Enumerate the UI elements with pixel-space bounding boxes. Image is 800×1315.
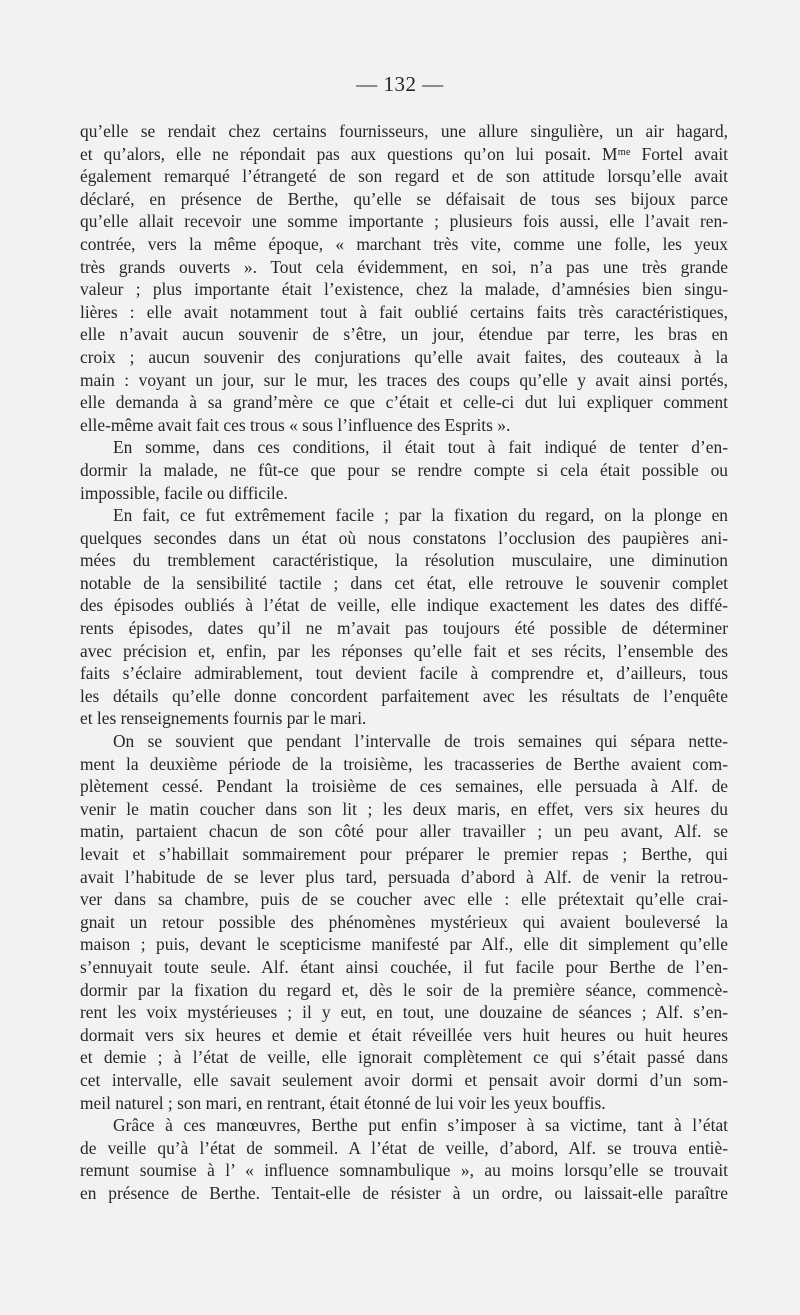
text-line: les détails qu’elle donne concordent parfaitement avec les résultats de l’enquête xyxy=(80,685,728,706)
text-line: cet intervalle, elle savait seulement avoir dormi et pensait avoir dormi d’un som- xyxy=(80,1069,728,1090)
text-line: ver dans sa chambre, puis de se coucher avec elle : elle prétextait qu’elle crai- xyxy=(80,889,728,910)
text-line: et demie ; à l’état de veille, elle ignorait complètement ce qui s’était passé dans xyxy=(80,1047,728,1068)
text-line: En fait, ce fut extrêmement facile ; par la fixation du regard, on la plonge en xyxy=(113,505,728,526)
text-line: elle n’avait aucun souvenir de s’être, un jour, étendue par terre, les bras en xyxy=(80,324,728,345)
text-line: avait l’habitude de se lever plus tard, persuada d’abord à Alf. de venir la retrou- xyxy=(80,866,728,887)
text-line: de veille qu’à l’état de sommeil. A l’état de veille, d’abord, Alf. se trouva entiè- xyxy=(80,1137,728,1158)
text-line: On se souvient que pendant l’intervalle de trois semaines qui sépara nette- xyxy=(113,731,728,752)
text-line: valeur ; plus importante était l’existence, chez la malade, d’amnésies bien singu- xyxy=(80,279,728,300)
text-line: s’ennuyait toute seule. Alf. étant ainsi couchée, il fut facile pour Berthe de l’en- xyxy=(80,956,728,977)
text-line: rents épisodes, dates qu’il ne m’avait pas toujours été possible de déterminer xyxy=(80,618,728,639)
text-line: également remarqué l’étrangeté de son regard et de son attitude lorsqu’elle avait xyxy=(80,166,728,187)
text-line: matin, partaient chacun de son côté pour aller travailler ; un peu avant, Alf. se xyxy=(80,821,728,842)
text-line: et qu’alors, elle ne répondait pas aux questions qu’on lui posait. Mᵐᵉ Fortel avait xyxy=(80,143,728,164)
text-line: déclaré, en présence de Berthe, qu’elle se défaisait de tous ses bijoux parce xyxy=(80,188,728,209)
text-line: Grâce à ces manœuvres, Berthe put enfin s’imposer à sa victime, tant à l’état xyxy=(113,1115,728,1136)
text-line: maison ; puis, devant le scepticisme manifesté par Alf., elle dit simplement qu’elle xyxy=(80,934,728,955)
text-line: meil naturel ; son mari, en rentrant, était étonné de lui voir les yeux bouffis. xyxy=(80,1092,606,1113)
text-line: des épisodes oubliés à l’état de veille, elle indique exactement les dates des diffé- xyxy=(80,595,728,616)
text-line: En somme, dans ces conditions, il était tout à fait indiqué de tenter d’en- xyxy=(113,437,728,458)
text-line: venir le matin coucher dans son lit ; les deux maris, en effet, vers six heures du xyxy=(80,798,728,819)
text-line: elle-même avait fait ces trous « sous l’influence des Esprits ». xyxy=(80,414,511,435)
text-line: qu’elle allait recevoir une somme importante ; plusieurs fois aussi, elle l’avait ren- xyxy=(80,211,728,232)
body-text xyxy=(80,120,728,1205)
text-line: avec précision et, enfin, par les réponses qu’elle fait et ses récits, l’ensemble des xyxy=(80,640,728,661)
text-line: dormir la malade, ne fût-ce que pour se rendre compte si cela était possible ou xyxy=(80,459,728,480)
text-line: en présence de Berthe. Tentait-elle de résister à un ordre, ou laissait-elle paraître xyxy=(80,1182,728,1203)
text-line: faits s’éclaire admirablement, tout devient facile à comprendre et, d’ailleurs, tous xyxy=(80,663,728,684)
text-line: quelques secondes dans un état où nous constatons l’occlusion des paupières ani- xyxy=(80,527,728,548)
text-line: contrée, vers la même époque, « marchant très vite, comme une folle, les yeux xyxy=(80,233,728,254)
text-line: impossible, facile ou difficile. xyxy=(80,482,288,503)
text-line: ment la deuxième période de la troisième, les tracasseries de Berthe avaient com- xyxy=(80,753,728,774)
text-line: gnait un retour possible des phénomènes mystérieux qui avaient bouleversé la xyxy=(80,911,728,932)
text-line: plètement cessé. Pendant la troisième de ces semaines, elle persuada à Alf. de xyxy=(80,776,728,797)
text-line: remunt soumise à l’ « influence somnambulique », au moins lorsqu’elle se trouvait xyxy=(80,1160,728,1181)
text-line: très grands ouverts ». Tout cela évidemment, en soi, n’a pas une très grande xyxy=(80,256,728,277)
page-number: — 132 — xyxy=(356,72,444,96)
text-line: lières : elle avait notamment tout à fait oublié certains faits très caractéristiques, xyxy=(80,301,728,322)
text-line: main : voyant un jour, sur le mur, les traces des coups qu’elle y avait ainsi portés, xyxy=(80,369,728,390)
text-line: notable de la sensibilité tactile ; dans cet état, elle retrouve le souvenir complet xyxy=(80,572,728,593)
text-line: dormait vers six heures et demie et était réveillée vers huit heures ou huit heures xyxy=(80,1024,728,1045)
text-line: rent les voix mystérieuses ; il y eut, en tout, une douzaine de séances ; Alf. s’en- xyxy=(80,1002,728,1023)
text-line: croix ; aucun souvenir des conjurations qu’elle avait faites, des couteaux à la xyxy=(80,346,728,367)
text-line: elle demanda à sa grand’mère ce que c’était et celle-ci dut lui expliquer comment xyxy=(80,392,728,413)
text-line: qu’elle se rendait chez certains fournisseurs, une allure singulière, un air hagard, xyxy=(80,121,728,141)
text-line: et les renseignements fournis par le mari. xyxy=(80,708,367,729)
text-line: dormir par la fixation du regard et, dès le soir de la première séance, commencè- xyxy=(80,979,728,1000)
text-line: levait et s’habillait sommairement pour préparer le premier repas ; Berthe, qui xyxy=(80,844,728,864)
text-line: mées du tremblement caractéristique, la résolution musculaire, une diminution xyxy=(80,550,728,571)
